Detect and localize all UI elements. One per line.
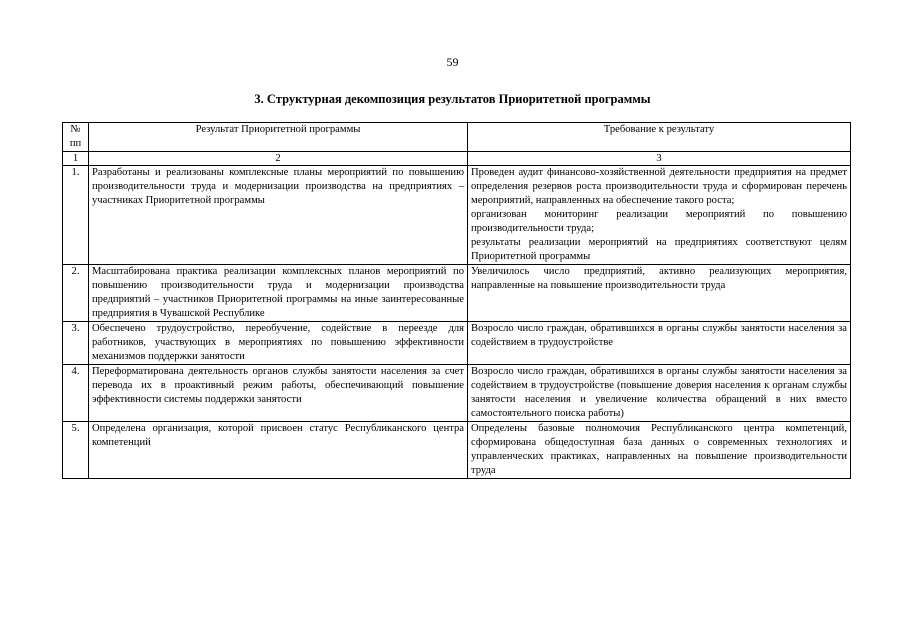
column-index: 1 [63, 152, 89, 166]
requirement-item: Увеличилось число предприятий, активно реализующих мероприятия, направленные на повышение производительности труда [471, 266, 847, 291]
table-row [63, 365, 851, 422]
result-cell: Переформатирована деятельность органов службы занятости населения за счет перевода их в проактивный режим работы, обеспечивающий повышение эффективности системы поддержки занятости [89, 365, 468, 422]
column-index: 3 [468, 152, 851, 166]
result-cell: Определена организация, которой присвоен статус Республиканского центра компетенций [89, 422, 468, 479]
requirement-item: Возросло число граждан, обратившихся в органы службы занятости населения за содействием в трудоустройстве (повышение доверия населения к органам службы занятости населения и увеличение количества обращений в них вместо самостоятельного поиска работы) [471, 366, 847, 419]
row-number: 3. [63, 322, 89, 365]
section-title: 3. Структурная декомпозиция результатов Приоритетной программы [254, 92, 651, 106]
column-index-row [63, 152, 851, 166]
requirement-cell [468, 365, 851, 422]
table-header-row [63, 123, 851, 152]
table-row [63, 422, 851, 479]
header-requirement: Требование к результату [468, 123, 851, 152]
requirement-item: результаты реализации мероприятий на предприятиях соответствуют целям Приоритетной программы [471, 237, 847, 262]
requirement-item: Проведен аудит финансово-хозяйственной деятельности предприятия на предмет определения резервов роста производительности труда и сформирован перечень мероприятий, направленных на обеспечение такого роста; [471, 167, 847, 206]
row-number: 4. [63, 365, 89, 422]
row-number: 5. [63, 422, 89, 479]
results-table [62, 122, 851, 479]
requirement-cell [468, 166, 851, 265]
requirement-item: Возросло число граждан, обратившихся в органы службы занятости населения за содействием в трудоустройстве [471, 323, 847, 348]
table-row [63, 166, 851, 265]
requirement-item: организован мониторинг реализации мероприятий по повышению производительности труда; [471, 209, 847, 234]
table-row [63, 322, 851, 365]
header-num: № пп [63, 123, 89, 152]
requirement-cell [468, 422, 851, 479]
requirement-cell [468, 322, 851, 365]
result-cell: Разработаны и реализованы комплексные планы мероприятий по повышению производительности труда и модернизации производства на предприятиях – участниках Приоритетной программы [89, 166, 468, 265]
column-index: 2 [89, 152, 468, 166]
requirement-cell [468, 265, 851, 322]
row-number: 1. [63, 166, 89, 265]
header-result: Результат Приоритетной программы [89, 123, 468, 152]
requirement-item: Определены базовые полномочия Республиканского центра компетенций, сформирована общедоступная база данных о современных технологиях и управленческих практиках, направленных на повышение производительности труда [471, 423, 847, 476]
result-cell: Обеспечено трудоустройство, переобучение, содействие в переезде для работников, участвующих в мероприятиях по повышению эффективности механизмов поддержки занятости [89, 322, 468, 365]
row-number: 2. [63, 265, 89, 322]
result-cell: Масштабирована практика реализации комплексных планов мероприятий по повышению производительности труда и модернизации производства предприятий – участников Приоритетной программы на иные заинтересованные предприятия в Чувашской Республике [89, 265, 468, 322]
table-row [63, 265, 851, 322]
page-number: 59 [446, 55, 459, 69]
